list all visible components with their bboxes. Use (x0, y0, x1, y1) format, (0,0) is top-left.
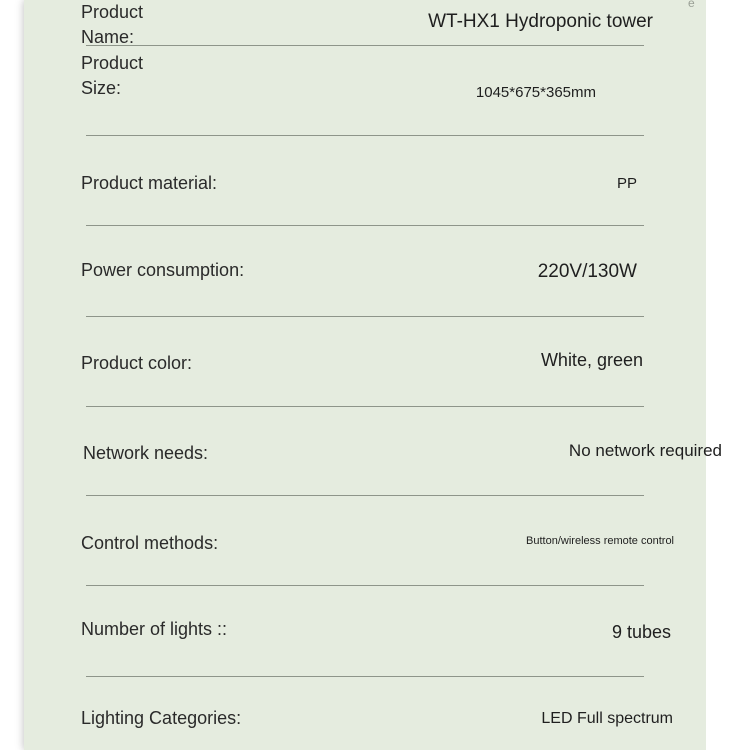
lighting-categories-value: LED Full spectrum (541, 710, 673, 727)
product-size-value: 1045*675*365mm (475, 84, 596, 101)
row-divider (86, 676, 644, 677)
page-margin (706, 0, 750, 750)
product-size-label (81, 51, 143, 101)
control-methods-value: Button/wireless remote control (526, 535, 674, 547)
product-material-value: PP (616, 175, 637, 192)
row-divider (86, 316, 644, 317)
row-divider (86, 225, 644, 226)
product-name-label-line1: Product (81, 2, 144, 22)
number-of-lights-value: 9 tubes (611, 622, 671, 642)
product-color-value: White, green (540, 350, 643, 370)
row-divider (86, 406, 644, 407)
network-needs-value: No network required (568, 441, 722, 460)
product-name-value: WT-HX1 Hydroponic tower (428, 11, 653, 32)
lighting-categories-label: Lighting Categories: (81, 708, 242, 728)
row-divider (86, 45, 644, 46)
network-needs-label: Network needs: (83, 443, 209, 463)
control-methods-label: Control methods: (81, 533, 219, 553)
product-name-label-line2: Name: (81, 27, 135, 47)
product-color-label: Product color: (81, 353, 193, 373)
power-consumption-label: Power consumption: (81, 260, 245, 280)
power-consumption-value: 220V/130W (537, 261, 637, 282)
corner-mark: e (688, 0, 695, 10)
row-divider (86, 135, 644, 136)
product-size-label-line1: Product (81, 53, 144, 73)
row-divider (86, 585, 644, 586)
product-name-label (81, 0, 143, 50)
product-material-label: Product material: (81, 173, 218, 193)
product-size-label-line2: Size: (81, 78, 122, 98)
row-divider (86, 495, 644, 496)
number-of-lights-label: Number of lights :: (81, 619, 228, 639)
